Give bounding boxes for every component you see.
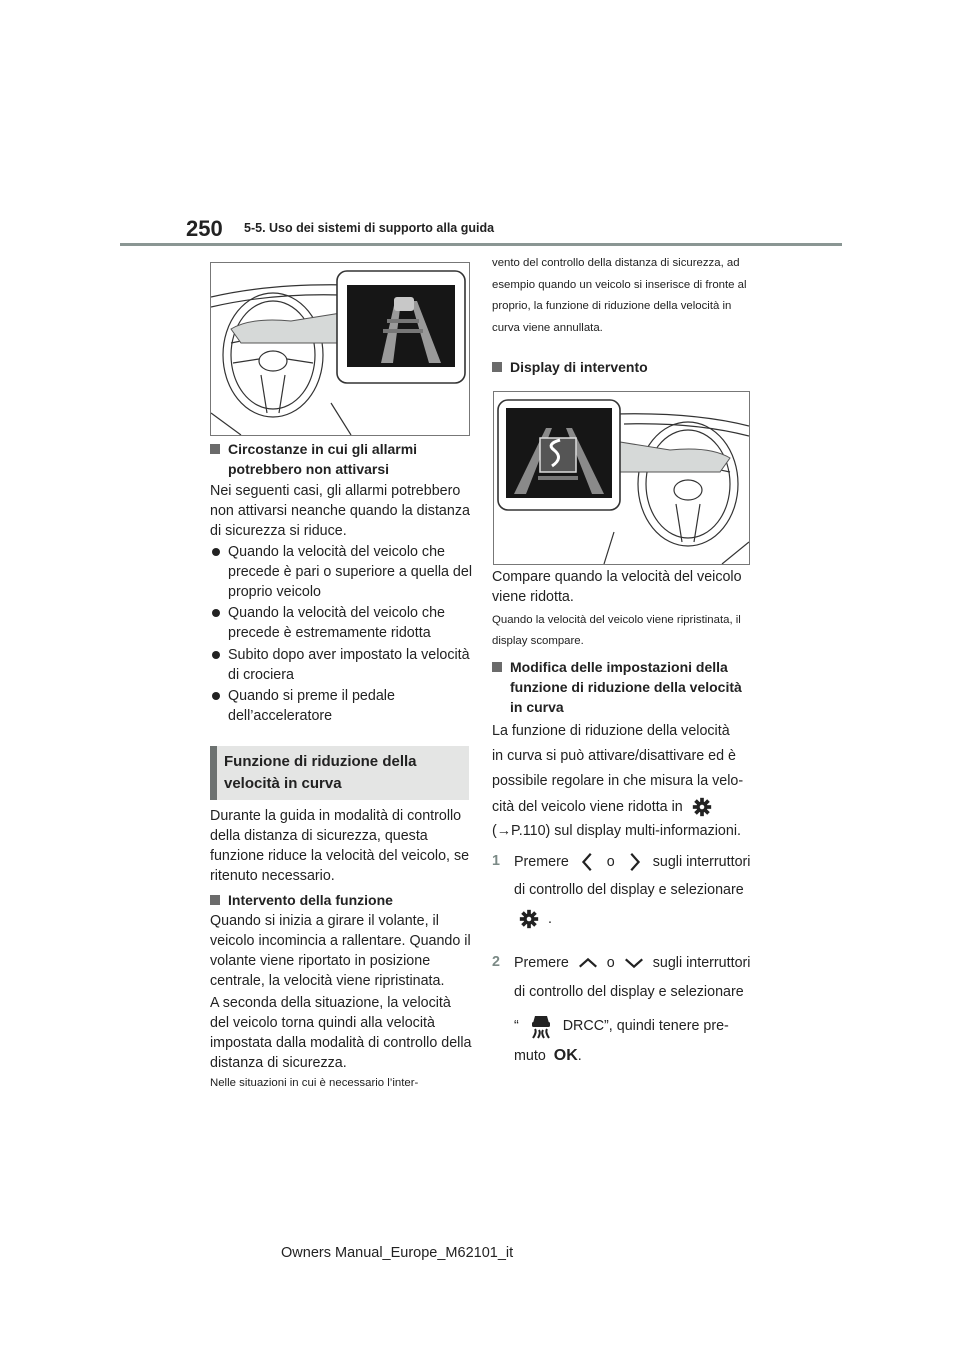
note-nelle: Nelle situazioni in cui è necessario l’inter-	[210, 1077, 419, 1089]
step1-line3	[518, 908, 758, 930]
paragraph-circostanze: Nei seguenti casi, gli allarmi potrebbero non attivarsi neanche quando la distanza di sicurezza si riduce.	[210, 483, 470, 539]
note-quando: Quando la velocità del veicolo viene ripristinata, il display scompare.	[492, 614, 741, 647]
paragraph-compare: Compare quando la velocità del veicolo viene ridotta.	[492, 569, 742, 605]
drcc-icon	[527, 1012, 555, 1040]
section-title-bar	[210, 746, 217, 800]
heading-display: Display di intervento	[492, 357, 755, 377]
gear-icon	[691, 796, 713, 818]
figure-steering-warning	[210, 262, 470, 436]
step2-muto: muto	[514, 1048, 546, 1064]
page-number: 250	[186, 216, 223, 241]
heading-circostanze: Circostanze in cui gli allarmi potrebbero non attivarsi	[210, 439, 473, 479]
step1-line2: di controllo del display e selezionare	[514, 882, 744, 898]
header-rule	[120, 243, 842, 246]
steering-wheel-illustration	[211, 263, 469, 435]
heading-intervento: Intervento della funzione	[210, 890, 473, 910]
section-title: Funzione di riduzione della velocità in curva	[224, 753, 417, 792]
heading-modifica: Modifica delle impostazioni della funzione di riduzione della velocità in curva	[492, 657, 750, 717]
section-heading: 5-5. Uso dei sistemi di supporto alla guida	[244, 221, 495, 235]
list-item: Quando la velocità del veicolo che precede è pari o superiore a quella del proprio veicolo	[210, 542, 476, 602]
paragraph-funzione-d	[492, 796, 754, 818]
step2-period: .	[577, 1048, 582, 1064]
step1-period: .	[547, 910, 552, 927]
step1-premere: Premere	[514, 853, 569, 870]
note-continued: vento del controllo della distanza di sicurezza, ad esempio quando un veicolo si inserisce di fronte al proprio, la funzione di riduzione della velocità in curva viene annullata.	[492, 257, 747, 334]
paragraph-funzione-b: in curva si può attivare/disattivare ed è	[492, 748, 736, 764]
step2-premere: Premere	[514, 954, 569, 971]
paragraph-durante: Durante la guida in modalità di controllo della distanza di sicurezza, questa funzione riduce la velocità del veicolo, se ritenuto necessario.	[210, 808, 470, 884]
chevron-up-icon	[577, 952, 599, 974]
step2-line4	[514, 1046, 754, 1066]
chevron-down-icon	[623, 952, 645, 974]
chevron-left-icon	[577, 851, 599, 873]
paragraph-intervento-2: A seconda della situazione, la velocità del veicolo torna quindi alla velocità impostata dalla modalità di controllo della distanza di sicurezza.	[210, 995, 472, 1071]
step1-sugli: sugli interruttori	[652, 853, 751, 870]
paragraph-funzione-d-text: cità del veicolo viene ridotta in	[492, 798, 683, 815]
step2-drcc: DRCC”, quindi tenere pre-	[562, 1017, 729, 1034]
ok-button-glyph: OK	[553, 1047, 578, 1064]
step2-line3	[514, 1012, 754, 1040]
figure-intervention-display	[493, 391, 750, 565]
section-title-box	[210, 746, 469, 800]
paragraph-ref: (→P.110) sul display multi-informazioni.	[492, 823, 741, 839]
step2-line2: di controllo del display e selezionare	[514, 984, 744, 1000]
step2-o: o	[606, 954, 615, 971]
chevron-right-icon	[623, 851, 645, 873]
list-item: Quando la velocità del veicolo che precede è estremamente ridotta	[210, 603, 476, 643]
paragraph-funzione-a: La funzione di riduzione della velocità	[492, 723, 730, 739]
gear-icon	[518, 908, 540, 930]
list-item: Quando si preme il pedale dell’acceleratore	[210, 686, 476, 726]
display-illustration	[494, 392, 749, 564]
footer-manual-id: Owners Manual_Europe_M62101_it	[281, 1245, 514, 1261]
step1-o: o	[606, 853, 615, 870]
list-item: Subito dopo aver impostato la velocità di crociera	[210, 645, 476, 685]
step2-open-quote: “	[514, 1017, 519, 1034]
paragraph-funzione-c: possibile regolare in che misura la velo-	[492, 773, 744, 789]
step-number-1: 1	[492, 853, 500, 869]
step2-sugli: sugli interruttori	[652, 954, 751, 971]
step2-line1	[514, 952, 754, 974]
step-number-2: 2	[492, 954, 500, 970]
paragraph-intervento-1: Quando si inizia a girare il volante, il veicolo incomincia a rallentare. Quando il volante viene riportato in posizione centrale, la velocità viene ripristinata.	[210, 913, 471, 989]
step1-line1	[514, 851, 754, 873]
